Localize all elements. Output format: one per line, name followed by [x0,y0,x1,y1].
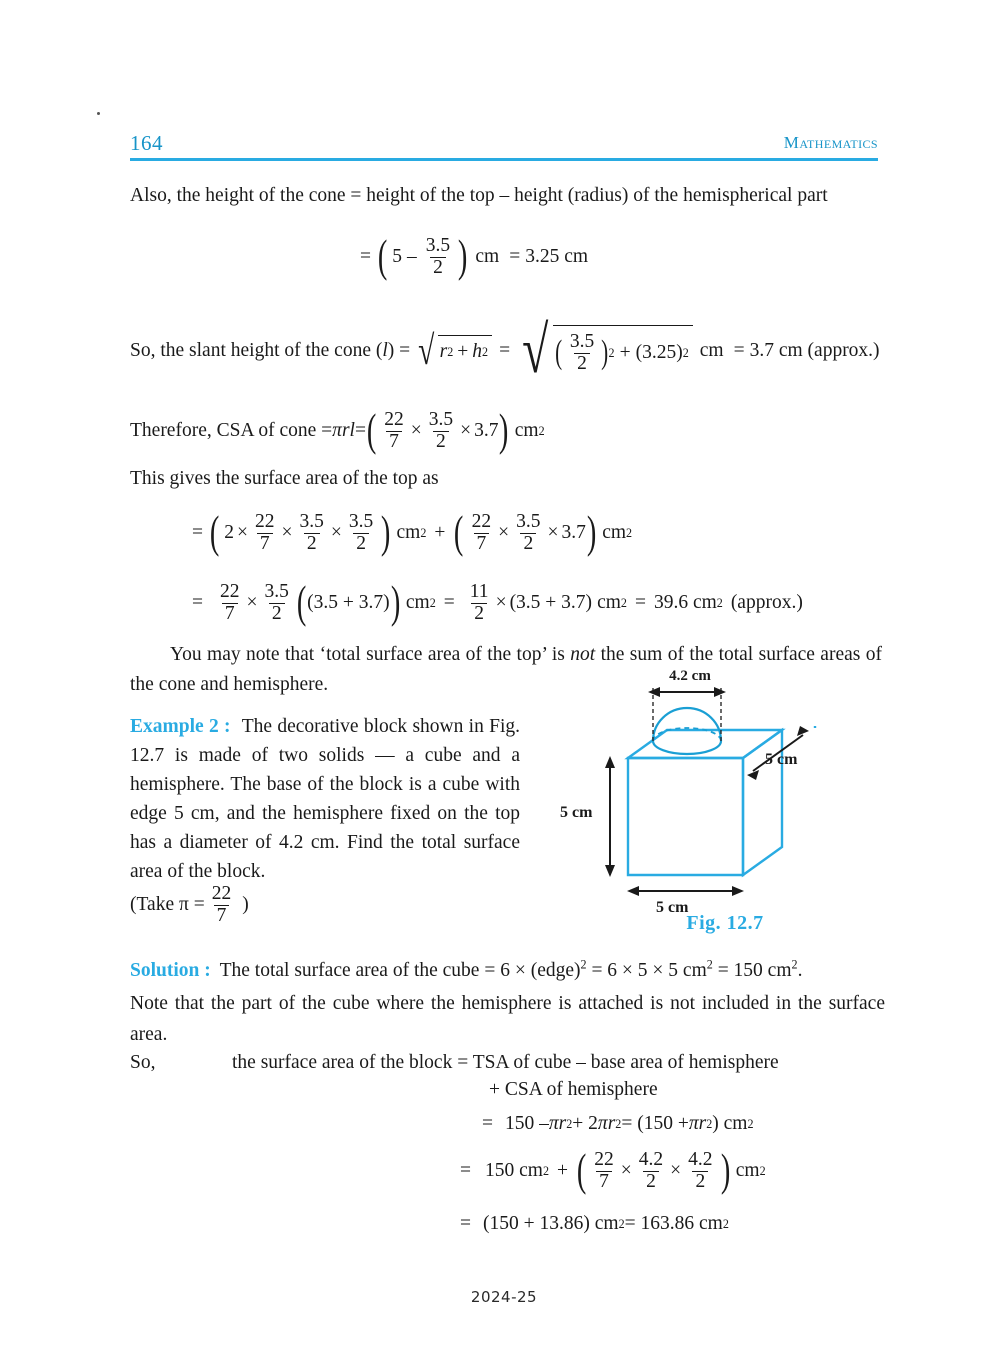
eq5-equals3: = [634,592,646,614]
eq4-frac4 [469,512,495,554]
slant-var-l: l [382,339,388,361]
eq3-times2: × [460,420,472,442]
solution-line1-a: The total surface area of the cube = 6 × (edge) [219,960,581,981]
eq4-unit1: cm [396,522,421,544]
eq2-equals: = [499,339,511,361]
eq1-equals2: = [509,246,521,268]
eq5-times1: × [246,592,258,614]
subject-title: Mathematics [783,133,878,152]
equation-block-numeric: = 150 cm 2 + ( $\frac{22}{7}$ × $\frac{4.2}{2}$ × $\frac{4.2}{2}$ ) cm 2 [460,1143,766,1195]
eq6-b: + 2 [572,1112,598,1134]
eq2-unit: cm [699,339,724,361]
eq4-plus: + [434,522,446,544]
eq6-pi2: π [597,1112,608,1134]
eq5-num2: 3.5 [264,581,289,602]
eq4-times2: × [330,522,342,544]
example-2-block [130,712,520,886]
eq5-unit2: cm [597,592,621,614]
eq4-num2: 3.5 [299,511,324,532]
eq3-num2: 3.5 [428,409,454,430]
solution-so-line-2 [489,1077,658,1103]
figure-label-depth: 5 cm [765,751,798,768]
eq7-num2: 4.2 [638,1149,664,1170]
eq4-den5: 2 [520,533,536,555]
eq4-den1: 7 [257,533,273,555]
eq3-val: 3.7 [474,420,499,442]
example-text: The decorative block shown in Fig. 12.7 is made of two solids — a cube and a hemisphere. The base of the block is a cube with edge 5 cm, and the hemisphere fixed on the top has a diameter of 4.2 cm. Find the total surface area of the block. [130,716,520,882]
eq6-equals: = [482,1112,493,1134]
eq5-result: 39.6 cm [653,592,717,614]
example-label: Example 2 : [130,716,231,737]
eq5-approx: (approx.) [730,592,803,614]
eq2-r: r [439,341,448,363]
eq5-den3: 2 [471,603,487,625]
paragraph-cone-height [130,183,890,209]
eq6-pi3: π [688,1112,699,1134]
eq2-close-paren: ) [601,333,609,371]
eq6-a: 150 – [505,1112,549,1134]
eq7-lead: 150 cm [485,1160,543,1182]
take-den: 7 [214,905,230,927]
solution-line1-sup1: 2 [580,957,587,972]
eq4-times4: × [547,522,559,544]
solution-so-line [232,1050,779,1076]
eq7-frac3 [685,1150,715,1192]
eq4-val: 3.7 [561,522,586,544]
eq5-num1: 22 [220,581,240,602]
eq1-close-paren: ) [458,229,468,281]
eq1-frac-num: 3.5 [425,235,451,256]
eq2-frac-num: 3.5 [569,331,595,353]
solution-label: Solution : [130,960,211,981]
eq1-fraction [423,236,453,278]
eq4-times3: × [498,522,510,544]
solution-note [130,988,885,1050]
eq4-close-paren-2: ) [586,505,597,557]
eq3-close-paren: ) [499,403,509,455]
eq5-times2: × [495,592,507,614]
eq3-frac-35-2 [426,410,456,452]
page-corner-mark [97,112,100,115]
eq8-equals: = [460,1212,471,1234]
eq7-den3: 2 [692,1171,708,1193]
eq4-unit2: cm [602,522,627,544]
eq5-frac3 [467,582,492,624]
dimension-width [627,886,744,896]
eq6-d: ) cm [712,1112,748,1134]
eq4-frac3 [346,512,376,554]
sqrt-r2-h2: √ r 2 + h 2 [415,335,492,367]
eq1-five: 5 [392,246,403,268]
eq5-group2: (3.5 + 3.7) [509,592,593,614]
figure-svg [560,668,890,943]
eq4-times1: × [281,522,293,544]
take-prefix: (Take π = [130,894,205,916]
eq5-unit1: cm [405,592,430,614]
eq4-frac5 [513,512,543,554]
sqrt-expanded: √ ( $\frac{3.5}{2}$ ) 2 + (3.25) 2 [517,325,693,377]
eq2-equals2: = [733,339,745,361]
take-fraction [209,884,235,926]
eq5-num3: 11 [469,581,489,602]
solution-line1-sup3: 2 [791,957,798,972]
eq1-minus: – [407,246,417,268]
eq3-den1: 7 [386,431,402,453]
eq5-den1: 7 [222,603,238,625]
eq6-c: = (150 + [621,1112,689,1134]
eq7-frac2 [636,1150,666,1192]
paragraph-gives-surface [130,466,439,492]
gives-text: This gives the surface area of the top as [130,468,439,489]
eq4-num1: 22 [255,511,275,532]
eq2-plus2: + [619,342,631,364]
figure-caption: Fig. 12.7 [686,912,764,934]
so-line-text: the surface area of the block = TSA of cube – base area of hemisphere [232,1052,779,1073]
eq7-frac1 [591,1150,617,1192]
eq8-a: (150 + 13.86) cm [483,1212,619,1234]
eq5-frac2 [262,582,292,624]
eq2-frac-den: 2 [574,353,590,375]
eq4-times0: × [237,522,249,544]
eq7-plus: + [557,1160,568,1182]
solution-line1-sup2: 2 [706,957,713,972]
eq3-frac-22-7 [381,410,407,452]
take-suffix: ) [242,894,249,916]
eq1-open-paren: ( [377,229,388,281]
eq5-frac1 [217,582,243,624]
eq7-equals: = [460,1160,471,1182]
equation-final-answer: = (150 + 13.86) cm 2 = 163.86 cm 2 [460,1210,729,1237]
eq4-den2: 2 [304,533,320,555]
eq4-num3: 3.5 [348,511,374,532]
so-label-text: So, [130,1052,156,1073]
page-footer: 2024-25 [470,1288,538,1306]
csa-rl: rl [341,420,355,442]
eq4-frac2 [297,512,327,554]
eq1-equals: = [360,246,371,268]
equation-block-area: = 150 – π r 2 + 2 π r 2 = (150 + π r 2 ) cm 2 [482,1110,754,1137]
eq4-equals: = [192,522,203,544]
cone-height-text: Also, the height of the cone = height of the top – height (radius) of the hemispherical part [130,185,828,206]
figure-label-diameter: 4.2 cm [669,668,711,684]
eq4-frac1 [252,512,278,554]
eq7-open-paren: ( [576,1143,587,1195]
eq1-frac-den: 2 [430,257,446,279]
slant-mid: ) = [387,339,411,361]
eq2-open-paren: ( [555,333,563,371]
eq8-b: = 163.86 cm [624,1212,723,1234]
eq6-r3: r [698,1112,707,1134]
eq4-open-paren-1: ( [209,505,220,557]
example-take-pi [130,884,249,926]
solution-so-label [130,1050,155,1076]
note-part-b: the sum of the total surface areas of the cone and hemisphere. [130,644,882,695]
line-slant-height [130,314,880,387]
eq5-close-paren: ) [390,575,401,627]
solution-line1-d: . [797,960,803,981]
csa-eq: = [354,420,366,442]
radical-sign-1: √ [418,327,435,373]
eq2-fraction [567,332,597,374]
eq6-r1: r [558,1112,567,1134]
eq2-h: h [472,341,483,363]
eq3-times1: × [410,420,422,442]
page-number: 164 [130,131,163,155]
eq5-equals: = [192,592,203,614]
line-csa-cone: Therefore, CSA of cone = π rl = ( $\frac{22}{7}$ × $\frac{3.5}{2}$ × 3.7 ) cm 2 [130,403,545,455]
eq5-open-paren: ( [296,575,307,627]
note-italic-not: not [570,644,596,665]
eq2-plus: + [457,341,469,363]
dimension-height [605,756,615,877]
csa-pi: π [332,420,342,442]
figure-label-width: 5 cm [656,899,689,916]
cube-shape [628,726,815,875]
eq2-result: 3.7 cm (approx.) [749,339,880,361]
eq7-den2: 2 [643,1171,659,1193]
eq7-unit: cm [735,1160,760,1182]
eq2-term2: (3.25) [635,342,683,364]
header-rule [130,158,878,161]
take-num: 22 [211,883,232,904]
eq7-close-paren: ) [720,1143,730,1195]
eq3-num1: 22 [384,409,404,430]
solution-line-1 [130,958,890,984]
solution-note-text: Note that the part of the cube where the hemisphere is attached is not included in the surface area. [130,993,885,1045]
eq1-result: 3.25 cm [525,246,589,268]
eq7-num3: 4.2 [688,1149,713,1170]
solution-line1-c: = 150 cm [712,960,792,981]
eq4-num4: 22 [471,511,492,532]
eq4-close-paren-1: ) [381,505,391,557]
eq3-den2: 2 [433,431,449,453]
eq4-den3: 2 [353,533,369,555]
equation-surface-top: = ( 2 × $\frac{22}{7}$ × $\frac{3.5}{2}$ × $\frac{3.5}{2}$ ) cm 2 + ( $\frac{22}{7}$ × $\frac{3.5}{2}$ × 3.7 ) cm 2 [192,505,633,557]
equation-cone-height [360,229,589,281]
eq4-open-paren-2: ( [454,505,464,557]
eq4-two: 2 [224,522,235,544]
eq4-num5: 3.5 [516,511,541,532]
eq5-group1: (3.5 + 3.7) [307,592,390,614]
radical-sign-2: √ [522,314,549,387]
eq5-den2: 2 [269,603,285,625]
eq7-times1: × [620,1160,632,1182]
equation-surface-result: = $\frac{22}{7}$ × $\frac{3.5}{2}$ ( (3.5 + 3.7) ) cm 2 = $\frac{11}{2}$ × (3.5 + 3.7) cm 2 = 39.6 cm 2 (approx.) [192,575,803,627]
figure-label-height: 5 cm [560,804,593,821]
eq1-unit: cm [475,246,500,268]
so-line2-text: + CSA of hemisphere [489,1079,658,1100]
eq3-unit: cm [514,420,539,442]
eq5-equals2: = [443,592,455,614]
eq7-den1: 7 [596,1171,612,1193]
eq6-pi1: π [548,1112,559,1134]
figure-12-7-decorative-block [560,668,890,943]
csa-prefix: Therefore, CSA of cone = [130,420,333,442]
solution-line1-b: = 6 × 5 × 5 cm [586,960,707,981]
slant-prefix: So, the slant height of the cone ( [130,339,383,361]
eq6-r2: r [607,1112,616,1134]
eq4-den4: 7 [474,533,490,555]
note-part-a: You may note that ‘total surface area of the top’ is [170,644,571,665]
eq7-num1: 22 [594,1149,614,1170]
eq7-times2: × [670,1160,682,1182]
eq3-open-paren: ( [366,403,377,455]
